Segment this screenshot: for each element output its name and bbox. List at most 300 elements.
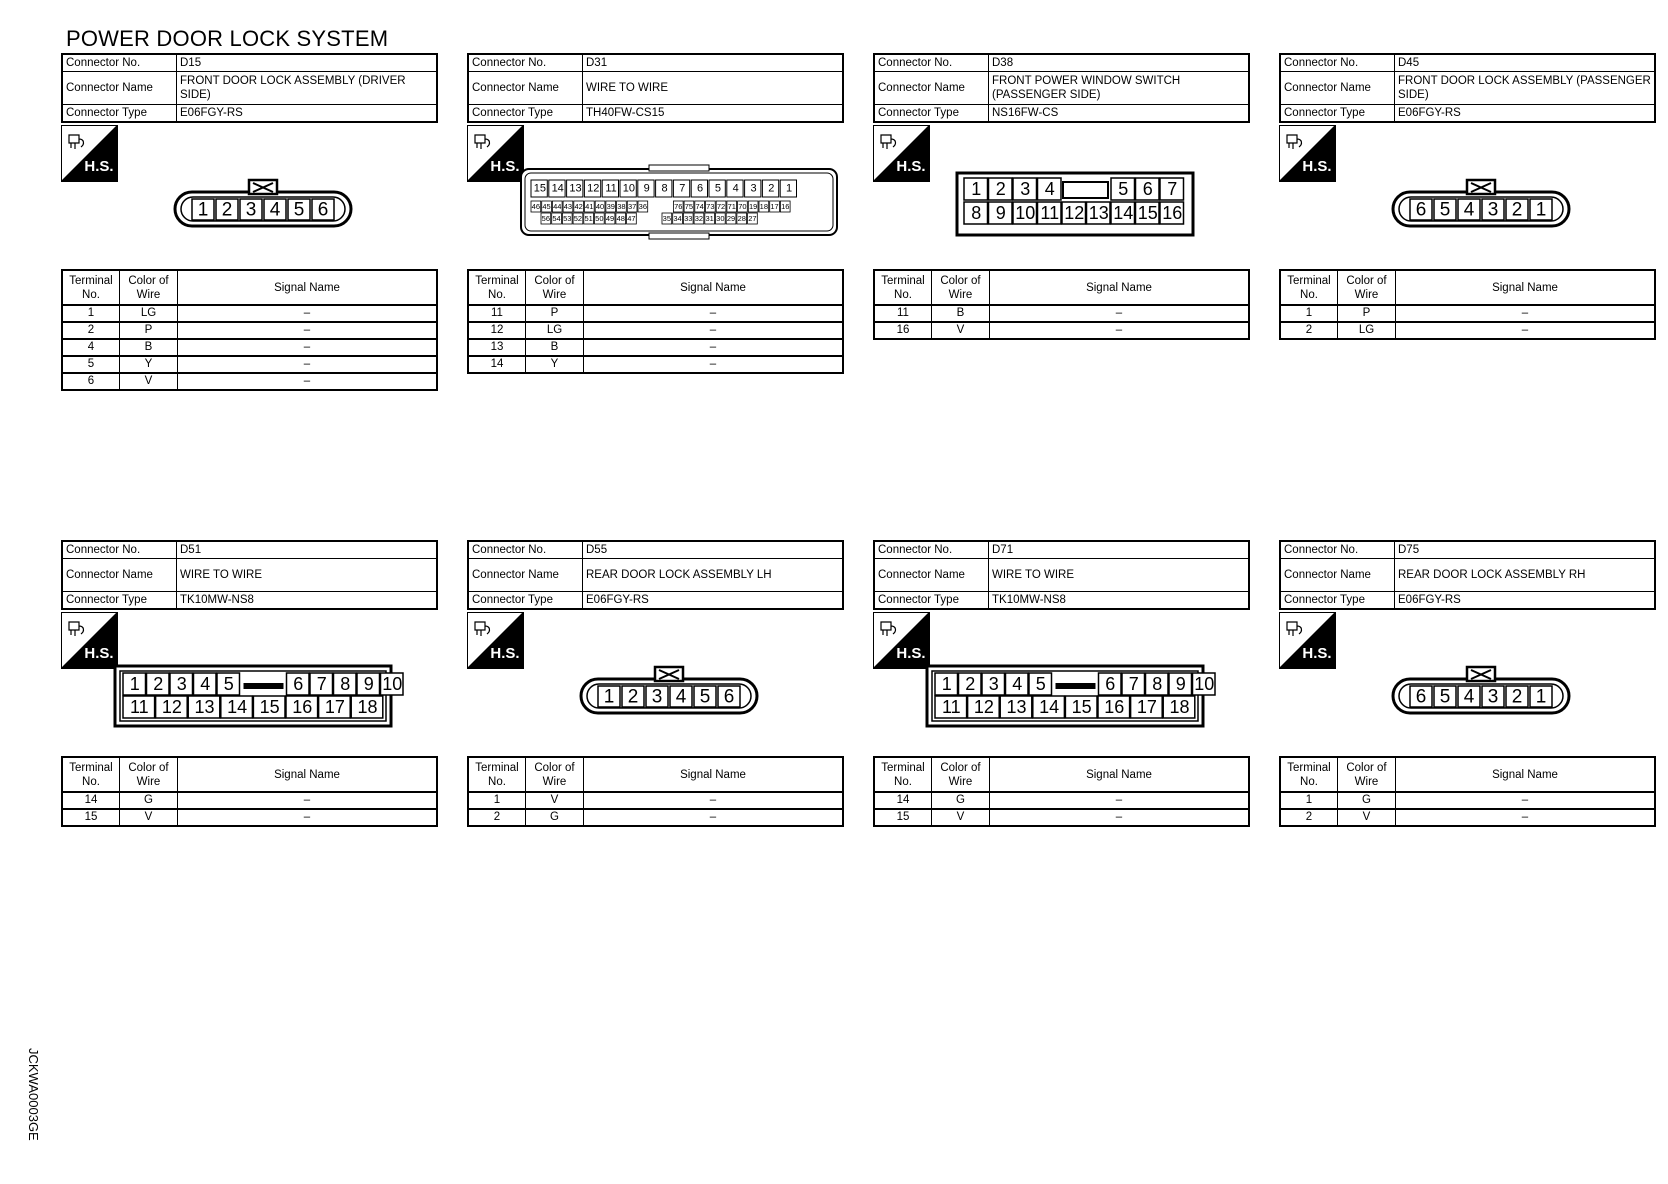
connector-panel <box>467 53 845 433</box>
pin-number: 13 <box>569 182 582 195</box>
pin-number: 6 <box>1105 674 1116 694</box>
hs-label: H.S. <box>1302 158 1332 175</box>
connector-no-value: D45 <box>1395 54 1656 72</box>
wire-color: B <box>120 339 178 356</box>
pin-number: 13 <box>194 697 215 717</box>
terminal-table <box>873 269 1250 340</box>
table-row <box>874 305 1249 322</box>
connector-no-label: Connector No. <box>62 54 177 72</box>
table-row <box>468 305 843 322</box>
table-row <box>468 339 843 356</box>
table-row <box>874 809 1249 826</box>
table-row <box>874 792 1249 809</box>
wire-color: LG <box>120 305 178 322</box>
color-of-wire-header: Color of Wire <box>526 270 584 305</box>
wire-color: G <box>120 792 178 809</box>
pin-number: 34 <box>673 214 682 223</box>
wire-color: G <box>932 792 990 809</box>
terminal-no-header: Terminal No. <box>468 270 526 305</box>
pin-number: 56 <box>541 214 551 223</box>
signal-name-header: Signal Name <box>584 757 844 792</box>
color-of-wire-header: Color of Wire <box>1338 757 1396 792</box>
color-of-wire-header: Color of Wire <box>932 270 990 305</box>
connector-panel <box>467 540 845 920</box>
table-row <box>1280 792 1655 809</box>
signal-name: – <box>178 305 438 322</box>
connector-name-label: Connector Name <box>62 72 177 105</box>
signal-name-header: Signal Name <box>1396 270 1656 305</box>
connector-type-value: NS16FW-CS <box>989 105 1250 123</box>
terminal-no: 2 <box>1280 809 1338 826</box>
pin-number: 10 <box>622 182 636 195</box>
pin-number: 2 <box>965 674 976 694</box>
pin-number: 44 <box>553 202 562 211</box>
table-row <box>468 809 843 826</box>
pin-number: 15 <box>533 182 547 195</box>
pin-number: 15 <box>1137 203 1158 223</box>
table-row <box>62 322 437 339</box>
wire-color: V <box>932 322 990 339</box>
pin-number: 2 <box>221 199 233 221</box>
page-title: POWER DOOR LOCK SYSTEM <box>66 26 389 51</box>
connector-info-table <box>1279 53 1656 123</box>
pin-number: 9 <box>1175 674 1186 694</box>
connector-face-diagram <box>519 163 839 241</box>
connector-name-value: FRONT DOOR LOCK ASSEMBLY (PASSENGER SIDE) <box>1395 72 1656 105</box>
pin-number: 43 <box>563 202 573 211</box>
terminal-no: 15 <box>874 809 932 826</box>
pin-number: 6 <box>293 674 304 694</box>
signal-name: – <box>1396 322 1656 339</box>
pin-number: 3 <box>1487 199 1499 221</box>
harness-side-icon <box>1279 125 1336 182</box>
pin-number: 33 <box>684 214 693 223</box>
terminal-no-header: Terminal No. <box>874 757 932 792</box>
pin-number: 73 <box>706 202 715 211</box>
pin-number: 17 <box>324 697 345 717</box>
connector-type-value: TH40FW-CS15 <box>583 105 844 123</box>
connector-panel <box>1279 53 1657 433</box>
pin-number: 6 <box>317 199 329 221</box>
connector-type-label: Connector Type <box>62 105 177 123</box>
wire-color: P <box>1338 305 1396 322</box>
wire-color: V <box>1338 809 1396 826</box>
signal-name: – <box>584 792 844 809</box>
signal-name: – <box>584 356 844 373</box>
pin-number: 3 <box>750 182 757 195</box>
connector-info-table <box>61 53 438 123</box>
connector-face-diagram <box>579 665 759 715</box>
pin-number: 42 <box>574 202 583 211</box>
pin-number: 39 <box>606 202 615 211</box>
terminal-no: 2 <box>1280 322 1338 339</box>
pin-number: 16 <box>292 697 313 717</box>
signal-name: – <box>990 305 1250 322</box>
connector-face-diagram <box>113 664 403 728</box>
connector-name-value: REAR DOOR LOCK ASSEMBLY RH <box>1395 559 1656 592</box>
pin-number: 1 <box>197 199 209 221</box>
pin-number: 1 <box>129 674 140 694</box>
wire-color: B <box>526 339 584 356</box>
pin-number: 2 <box>995 179 1006 199</box>
pin-number: 17 <box>1136 697 1157 717</box>
signal-name: – <box>178 792 438 809</box>
connector-type-value: TK10MW-NS8 <box>989 592 1250 610</box>
table-row <box>468 322 843 339</box>
pin-number: 4 <box>200 674 211 694</box>
connector-no-value: D38 <box>989 54 1250 72</box>
pin-number: 2 <box>1511 199 1523 221</box>
pin-number: 75 <box>684 202 694 211</box>
connector-type-value: E06FGY-RS <box>177 105 438 123</box>
wire-color: B <box>932 305 990 322</box>
connector-face-diagram <box>1391 178 1571 228</box>
connector-name-value: FRONT POWER WINDOW SWITCH (PASSENGER SIDE) <box>989 72 1250 105</box>
wire-color: V <box>526 792 584 809</box>
terminal-no: 14 <box>874 792 932 809</box>
connector-panel <box>1279 540 1657 920</box>
table-row <box>62 305 437 322</box>
connector-info-table <box>873 540 1250 610</box>
table-row <box>468 792 843 809</box>
hs-label: H.S. <box>896 645 926 662</box>
terminal-no-header: Terminal No. <box>1280 757 1338 792</box>
pin-number: 5 <box>714 182 721 195</box>
connector-no-label: Connector No. <box>468 54 583 72</box>
pin-number: 2 <box>768 182 775 195</box>
pin-number: 8 <box>340 674 351 694</box>
pin-number: 76 <box>674 202 683 211</box>
pin-number: 4 <box>675 686 687 708</box>
signal-name-header: Signal Name <box>990 757 1250 792</box>
pin-number: 6 <box>723 686 735 708</box>
connector-name-value: REAR DOOR LOCK ASSEMBLY LH <box>583 559 844 592</box>
pin-number: 18 <box>1169 697 1190 717</box>
pin-number: 7 <box>316 674 327 694</box>
pin-number: 7 <box>1128 674 1139 694</box>
connector-no-value: D15 <box>177 54 438 72</box>
pin-number: 3 <box>176 674 187 694</box>
signal-name: – <box>990 809 1250 826</box>
connector-name-value: FRONT DOOR LOCK ASSEMBLY (DRIVER SIDE) <box>177 72 438 105</box>
terminal-no: 11 <box>874 305 932 322</box>
pin-number: 3 <box>245 199 257 221</box>
connector-type-value: E06FGY-RS <box>583 592 844 610</box>
signal-name: – <box>584 339 844 356</box>
terminal-no: 13 <box>468 339 526 356</box>
terminal-table <box>61 269 438 391</box>
pin-number: 11 <box>129 697 149 717</box>
pin-number: 6 <box>1415 686 1427 708</box>
pin-number: 6 <box>697 182 704 195</box>
terminal-no: 5 <box>62 356 120 373</box>
connector-name-label: Connector Name <box>468 559 583 592</box>
pin-number: 41 <box>585 202 594 211</box>
connector-info-table <box>873 53 1250 123</box>
connector-name-label: Connector Name <box>1280 72 1395 105</box>
pin-number: 4 <box>269 199 281 221</box>
terminal-no: 11 <box>468 305 526 322</box>
pin-number: 70 <box>738 202 747 211</box>
pin-number: 6 <box>1142 179 1153 199</box>
terminal-no: 16 <box>874 322 932 339</box>
pin-number: 5 <box>1439 199 1451 221</box>
connector-no-label: Connector No. <box>874 541 989 559</box>
pin-number: 3 <box>1487 686 1499 708</box>
connector-no-label: Connector No. <box>1280 54 1395 72</box>
connector-no-value: D55 <box>583 541 844 559</box>
signal-name-header: Signal Name <box>1396 757 1656 792</box>
table-row <box>62 792 437 809</box>
pin-number: 30 <box>716 214 725 223</box>
table-row <box>874 322 1249 339</box>
pin-number: 13 <box>1088 203 1109 223</box>
terminal-table <box>1279 756 1656 827</box>
connector-face-diagram <box>955 171 1195 237</box>
pin-number: 18 <box>759 202 769 211</box>
pin-number: 40 <box>595 202 605 211</box>
pin-number: 6 <box>1415 199 1427 221</box>
pin-number: 18 <box>357 697 378 717</box>
wire-color: G <box>1338 792 1396 809</box>
pin-number: 14 <box>551 182 564 195</box>
wire-color: Y <box>526 356 584 373</box>
pin-number: 14 <box>227 697 248 717</box>
wire-color: LG <box>526 322 584 339</box>
pin-number: 7 <box>1167 179 1178 199</box>
table-row <box>62 339 437 356</box>
pin-number: 48 <box>616 214 625 223</box>
pin-number: 36 <box>638 202 648 211</box>
connector-info-table <box>1279 540 1656 610</box>
terminal-table <box>467 269 844 374</box>
pin-number: 50 <box>595 214 604 223</box>
connector-name-value: WIRE TO WIRE <box>177 559 438 592</box>
table-row <box>1280 305 1655 322</box>
pin-number: 3 <box>988 674 999 694</box>
pin-number: 38 <box>617 202 626 211</box>
connector-no-value: D51 <box>177 541 438 559</box>
pin-number: 16 <box>1162 203 1183 223</box>
terminal-no: 1 <box>1280 792 1338 809</box>
hs-label: H.S. <box>1302 645 1332 662</box>
pin-number: 28 <box>737 214 746 223</box>
pin-number: 37 <box>627 202 637 211</box>
pin-number: 1 <box>786 182 793 195</box>
connector-panel <box>873 540 1251 920</box>
connector-type-value: TK10MW-NS8 <box>177 592 438 610</box>
color-of-wire-header: Color of Wire <box>120 757 178 792</box>
color-of-wire-header: Color of Wire <box>120 270 178 305</box>
pin-number: 35 <box>662 214 672 223</box>
connector-panel <box>873 53 1251 433</box>
pin-number: 9 <box>995 203 1006 223</box>
table-row <box>62 373 437 390</box>
pin-number: 51 <box>584 214 593 223</box>
connector-type-label: Connector Type <box>468 592 583 610</box>
key-bar <box>1056 683 1096 689</box>
terminal-table <box>467 756 844 827</box>
pin-number: 11 <box>1040 203 1060 223</box>
pin-number: 9 <box>643 182 650 195</box>
color-of-wire-header: Color of Wire <box>932 757 990 792</box>
pin-number: 53 <box>563 214 572 223</box>
pin-number: 71 <box>727 202 736 211</box>
color-of-wire-header: Color of Wire <box>526 757 584 792</box>
connector-info-table <box>61 540 438 610</box>
wire-color: V <box>120 809 178 826</box>
terminal-table <box>873 756 1250 827</box>
signal-name: – <box>1396 305 1656 322</box>
terminal-no: 2 <box>468 809 526 826</box>
connector-type-label: Connector Type <box>874 592 989 610</box>
terminal-no: 12 <box>468 322 526 339</box>
pin-number: 11 <box>605 182 617 195</box>
signal-name-header: Signal Name <box>178 757 438 792</box>
pin-number: 11 <box>941 697 961 717</box>
pin-number: 5 <box>1118 179 1129 199</box>
pin-number: 47 <box>627 214 636 223</box>
signal-name-header: Signal Name <box>178 270 438 305</box>
pin-number: 12 <box>161 697 182 717</box>
terminal-no: 1 <box>1280 305 1338 322</box>
pin-number: 1 <box>971 179 982 199</box>
connector-face-diagram <box>173 178 353 228</box>
connector-type-label: Connector Type <box>1280 592 1395 610</box>
pin-number: 27 <box>748 214 757 223</box>
key-slot <box>1063 182 1108 198</box>
terminal-no-header: Terminal No. <box>468 757 526 792</box>
connector-no-value: D75 <box>1395 541 1656 559</box>
table-row <box>62 356 437 373</box>
signal-name: – <box>584 322 844 339</box>
pin-number: 4 <box>1012 674 1023 694</box>
harness-side-icon <box>873 612 930 669</box>
wire-color: Y <box>120 356 178 373</box>
pin-number: 4 <box>1044 179 1055 199</box>
pin-number: 32 <box>694 214 704 223</box>
terminal-no: 1 <box>468 792 526 809</box>
connector-panel <box>61 53 439 433</box>
terminal-no: 1 <box>62 305 120 322</box>
wire-color: V <box>932 809 990 826</box>
pin-number: 2 <box>1511 686 1523 708</box>
connector-name-label: Connector Name <box>874 559 989 592</box>
harness-side-icon <box>873 125 930 182</box>
terminal-table <box>1279 269 1656 340</box>
signal-name-header: Signal Name <box>584 270 844 305</box>
pin-number: 15 <box>1071 697 1092 717</box>
signal-name: – <box>990 322 1250 339</box>
signal-name: – <box>990 792 1250 809</box>
key-bar <box>244 683 284 689</box>
pin-number: 4 <box>1463 686 1475 708</box>
terminal-no: 15 <box>62 809 120 826</box>
hs-label: H.S. <box>896 158 926 175</box>
signal-name: – <box>1396 792 1656 809</box>
connector-type-label: Connector Type <box>874 105 989 123</box>
connector-type-label: Connector Type <box>62 592 177 610</box>
pin-number: 74 <box>695 202 704 211</box>
pin-number: 52 <box>573 214 583 223</box>
pin-number: 8 <box>971 203 982 223</box>
terminal-no-header: Terminal No. <box>1280 270 1338 305</box>
connector-info-table <box>467 540 844 610</box>
connector-type-value: E06FGY-RS <box>1395 592 1656 610</box>
terminal-no: 6 <box>62 373 120 390</box>
connector-name-label: Connector Name <box>62 559 177 592</box>
terminal-no: 4 <box>62 339 120 356</box>
pin-number: 5 <box>1439 686 1451 708</box>
connector-face-diagram <box>1391 665 1571 715</box>
terminal-no: 14 <box>468 356 526 373</box>
pin-number: 14 <box>1039 697 1060 717</box>
table-row <box>468 356 843 373</box>
pin-number: 16 <box>1104 697 1125 717</box>
pin-number: 29 <box>726 214 736 223</box>
pin-number: 5 <box>1035 674 1046 694</box>
wire-color: LG <box>1338 322 1396 339</box>
table-row <box>1280 322 1655 339</box>
pin-number: 5 <box>293 199 305 221</box>
connector-panel <box>61 540 439 920</box>
pin-number: 72 <box>716 202 726 211</box>
table-row <box>1280 809 1655 826</box>
hs-label: H.S. <box>84 158 114 175</box>
pin-number: 12 <box>973 697 994 717</box>
pin-number: 16 <box>781 202 790 211</box>
harness-side-icon <box>1279 612 1336 669</box>
connector-info-table <box>467 53 844 123</box>
pin-number: 2 <box>627 686 639 708</box>
pin-number: 1 <box>1535 686 1547 708</box>
hs-label: H.S. <box>84 645 114 662</box>
pin-number: 10 <box>382 674 403 694</box>
wire-color: P <box>120 322 178 339</box>
connector-no-value: D71 <box>989 541 1250 559</box>
signal-name: – <box>1396 809 1656 826</box>
harness-side-icon <box>61 612 118 669</box>
wire-color: V <box>120 373 178 390</box>
hs-label: H.S. <box>490 645 520 662</box>
pin-number: 45 <box>542 202 551 211</box>
pin-number: 7 <box>679 182 686 195</box>
pin-number: 5 <box>223 674 234 694</box>
signal-name: – <box>178 339 438 356</box>
terminal-no-header: Terminal No. <box>62 757 120 792</box>
hs-label: H.S. <box>490 158 520 175</box>
connector-name-label: Connector Name <box>1280 559 1395 592</box>
table-row <box>62 809 437 826</box>
connector-name-label: Connector Name <box>874 72 989 105</box>
pin-number: 19 <box>748 202 758 211</box>
pin-number: 3 <box>1020 179 1031 199</box>
connector-no-label: Connector No. <box>1280 541 1395 559</box>
signal-name: – <box>178 356 438 373</box>
drawing-code: JCKWA0003GE <box>26 1048 41 1141</box>
signal-name-header: Signal Name <box>990 270 1250 305</box>
pin-number: 4 <box>1463 199 1475 221</box>
connector-face-diagram <box>925 664 1215 728</box>
connector-no-label: Connector No. <box>62 541 177 559</box>
connector-type-label: Connector Type <box>468 105 583 123</box>
pin-number: 8 <box>661 182 668 195</box>
pin-number: 31 <box>705 214 714 223</box>
connector-type-label: Connector Type <box>1280 105 1395 123</box>
wire-color: G <box>526 809 584 826</box>
terminal-no: 14 <box>62 792 120 809</box>
pin-number: 13 <box>1006 697 1027 717</box>
